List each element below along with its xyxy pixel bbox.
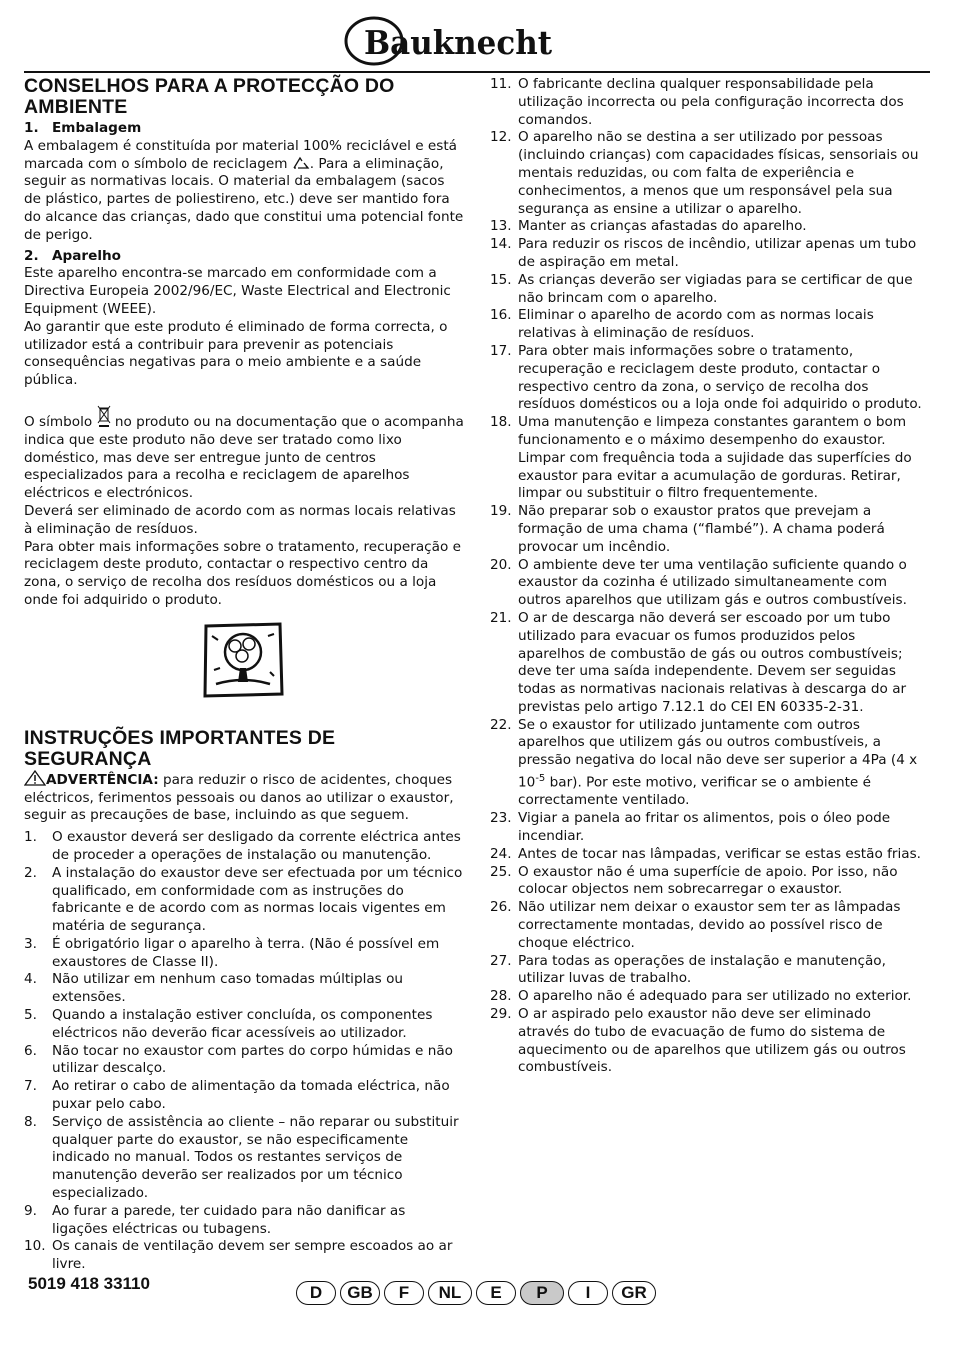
safety-item <box>24 1238 464 1274</box>
crossed-bin-icon <box>97 404 111 428</box>
safety-item-text: O exaustor não é uma superfície de apoio. Por isso, não colocar objectos nem sobrecarregar o exaustor. <box>518 863 898 898</box>
safety-item-number: 8. <box>24 1113 37 1130</box>
safety-item-number: 7. <box>24 1078 37 1095</box>
safety-item <box>24 1007 464 1043</box>
language-badge-p: P <box>520 1281 564 1305</box>
appliance-text-5: Para obter mais informações sobre o tratamento, recuperação e reciclagem deste produto, contactar o respectivo centro da zona, o serviço de recolha dos resíduos domésticos ou a loja onde foi adquirido o produto. <box>24 538 461 608</box>
safety-item-text: Ao retirar o cabo de alimentação da tomada eléctrica, não puxar pelo cabo. <box>52 1078 450 1113</box>
safety-item-text: Não utilizar nem deixar o exaustor sem ter as lâmpadas correctamente montadas, devido ao possível risco de choque eléctrico. <box>518 899 901 951</box>
safety-item-number: 28. <box>490 988 512 1005</box>
safety-item <box>490 1006 926 1077</box>
language-badge-d: D <box>296 1281 336 1305</box>
safety-item <box>490 307 926 343</box>
language-badge-nl: NL <box>428 1281 472 1305</box>
safety-item-text: Quando a instalação estiver concluída, os componentes eléctricos não deverão ficar acessíveis ao utilizador. <box>52 1007 433 1041</box>
safety-item-number: 5. <box>24 1007 37 1024</box>
language-badge-gr: GR <box>612 1281 656 1305</box>
safety-item-text: As crianças deverão ser vigiadas para se certificar de que não brincam com o aparelho. <box>518 271 913 306</box>
bauknecht-logo <box>340 14 560 66</box>
safety-item-number: 13. <box>490 218 512 235</box>
appliance-text-2: Ao garantir que este produto é eliminado de forma correcta, o utilizador está a contribuir para prevenir as potenciais consequências negativas para o meio ambiente e a saúde pública. <box>24 318 448 389</box>
safety-item-text: O exaustor deverá ser desligado da corrente eléctrica antes de proceder a operações de instalação ou manutenção. <box>52 829 461 863</box>
safety-item-text: O ar de descarga não deverá ser escoado por um tubo utilizado para evacuar os fumos produzidos pelos aparelhos de combustão de gás ou outros combustíveis; deve ter uma saída independente. Devem ser seguidas todas as normativas nacionais relativas à descarga do ar previstas pelo artigo 7.12.1 do CEI EN 60335-2-31. <box>518 609 907 715</box>
safety-item-text: Não utilizar em nenhum caso tomadas múltiplas ou extensões. <box>52 971 404 1006</box>
safety-item-number: 3. <box>24 935 37 952</box>
safety-item-text: Serviço de assistência ao cliente – não reparar ou substituir qualquer parte do exaustor, se não especificamente indicado no manual. Todos os restantes serviços de manutenção deverão ser realizados por um técnico especializado. <box>52 1113 459 1202</box>
safety-list-left <box>24 829 464 1274</box>
packaging-heading: 1. Embalagem <box>24 120 142 136</box>
safety-item <box>490 610 926 717</box>
safety-item-number: 23. <box>490 810 512 827</box>
safety-item <box>24 1078 464 1114</box>
safety-item <box>24 971 464 1007</box>
language-badge-e: E <box>476 1281 516 1305</box>
safety-item <box>490 76 926 129</box>
safety-item <box>490 846 926 864</box>
safety-item-text: Os canais de ventilação devem ser sempre escoados ao ar livre. <box>52 1238 453 1273</box>
safety-item-text: A instalação do exaustor deve ser efectuada por um técnico qualificado, em conformidade com as instruções do fabricante e de acordo com as normas locais vigentes em matéria de segurança. <box>52 864 463 935</box>
safety-item-number: 10. <box>24 1238 46 1255</box>
appliance-heading: 2. Aparelho <box>24 247 122 264</box>
safety-list-right <box>490 76 926 1077</box>
safety-item <box>490 343 926 414</box>
warning-triangle-icon <box>24 770 46 786</box>
language-badge-i: I <box>568 1281 608 1305</box>
safety-item <box>490 218 926 236</box>
safety-item-text: Não tocar no exaustor com partes do corpo húmidas e não utilizar descalço. <box>52 1042 453 1077</box>
safety-item-text: Para reduzir os riscos de incêndio, utilizar apenas um tubo de aspiração em metal. <box>518 236 917 270</box>
safety-item-text: Vigiar a panela ao fritar os alimentos, pois o óleo pode incendiar. <box>518 810 891 844</box>
safety-section-title: INSTRUÇÕES IMPORTANTES DE SEGURANÇA <box>24 726 336 770</box>
safety-item-text: Antes de tocar nas lâmpadas, verificar se estas estão frias. <box>518 845 921 862</box>
safety-item-text: Se o exaustor for utilizado juntamente com outros aparelhos que utilizem gás ou outros combustíveis, a pressão negativa do local não deve ser superior a 4Pa (4 x 10 <box>518 716 918 791</box>
safety-item <box>490 236 926 272</box>
safety-item <box>490 953 926 989</box>
packaging-text: A embalagem é constituída por material 100% reciclável e está marcada com o símbolo de reciclagem . Para a eliminação, seguir as normativas locais. O material da embalagem (sacos de plástico, partes de poliestireno, etc.) deve ser mantido fora do alcance das crianças, dado que constitui uma potencial fonte de perigo. <box>24 137 464 243</box>
product-code: 5019 418 33110 <box>28 1274 150 1293</box>
logo-text: Bauknecht <box>364 23 553 62</box>
exponent: -5 <box>535 773 546 785</box>
safety-item-number: 2. <box>24 864 37 881</box>
language-selector <box>296 1281 656 1307</box>
safety-item <box>24 1114 464 1203</box>
env-section-title: CONSELHOS PARA A PROTECÇÃO DO AMBIENTE <box>24 75 395 118</box>
appliance-text-3: O símbolo no produto ou na documentação que o acompanha indica que este produto não deve ser tratado como lixo doméstico, mas deve ser entregue junto de centros especializados para a recolha e reciclagem de aparelhos eléctricos e electrónicos. <box>24 404 464 503</box>
safety-item-number: 9. <box>24 1202 37 1219</box>
safety-item <box>490 864 926 900</box>
safety-item <box>490 129 926 218</box>
safety-item <box>490 988 926 1006</box>
safety-item-number: 6. <box>24 1042 37 1059</box>
environment-tree-icon <box>202 622 284 698</box>
safety-item-number: 14. <box>490 236 512 253</box>
header-rule <box>24 71 930 73</box>
safety-item-number: 12. <box>490 129 512 146</box>
safety-item-text: bar). Por este motivo, verificar se o ambiente é correctamente ventilado. <box>518 774 871 809</box>
safety-item-text: Manter as crianças afastadas do aparelho. <box>518 218 807 235</box>
safety-item-number: 18. <box>490 414 512 431</box>
safety-item <box>24 829 464 865</box>
safety-item-text: O ar aspirado pelo exaustor não deve ser eliminado através do tubo de evacuação de fumo do sistema de aquecimento ou de aparelhos que utilizem gás ou outros combustíveis. <box>518 1005 906 1076</box>
safety-item <box>490 899 926 952</box>
safety-item-text: Eliminar o aparelho de acordo com as normas locais relativas à eliminação de resíduos. <box>518 307 874 342</box>
safety-item <box>24 1043 464 1079</box>
safety-item <box>490 557 926 610</box>
right-column <box>490 76 926 1077</box>
safety-item-number: 25. <box>490 863 512 880</box>
appliance-text-4: Deverá ser eliminado de acordo com as normas locais relativas à eliminação de resíduos. <box>24 502 456 537</box>
language-badge-f: F <box>384 1281 424 1305</box>
safety-item-number: 20. <box>490 556 512 573</box>
safety-item-text: Ao furar a parede, ter cuidado para não danificar as ligações eléctricas ou tubagens. <box>52 1202 406 1237</box>
safety-item-number: 16. <box>490 307 512 324</box>
safety-item-number: 24. <box>490 845 512 862</box>
safety-item-text: Não preparar sob o exaustor pratos que prevejam a formação de uma chama (“flambé”). A chama poderá provocar um incêndio. <box>518 503 885 555</box>
safety-item-text: É obrigatório ligar o aparelho à terra. (Não é possível em exaustores de Classe II). <box>52 935 440 970</box>
language-badge-gb: GB <box>340 1281 380 1305</box>
safety-item <box>490 503 926 556</box>
safety-item <box>490 414 926 503</box>
safety-item-number: 15. <box>490 271 512 288</box>
safety-item-number: 27. <box>490 952 512 969</box>
safety-item-number: 29. <box>490 1005 512 1022</box>
appliance-text-1: Este aparelho encontra-se marcado em conformidade com a Directiva Europeia 2002/96/EC, Waste Electrical and Electronic Equipment (WEEE). <box>24 265 451 317</box>
safety-item-text: O aparelho não é adequado para ser utilizado no exterior. <box>518 988 912 1005</box>
safety-item-number: 1. <box>24 829 37 846</box>
safety-item <box>24 865 464 936</box>
warning-text: ADVERTÊNCIA: para reduzir o risco de acidentes, choques eléctricos, ferimentos pessoais ou danos ao utilizar o exaustor, seguir as precauções de base, incluindo as que seguem. <box>24 771 454 824</box>
safety-item <box>24 936 464 972</box>
safety-item-number: 26. <box>490 899 512 916</box>
safety-item-text: Para todas as operações de instalação e manutenção, utilizar luvas de trabalho. <box>518 952 886 987</box>
safety-item-number: 11. <box>490 76 512 92</box>
safety-item-number: 17. <box>490 342 512 359</box>
safety-item-text: O ambiente deve ter uma ventilação suficiente quando o exaustor da cozinha é utilizado simultaneamente com outros aparelhos que utilizam gás e outros combustíveis. <box>518 556 907 609</box>
safety-item-number: 4. <box>24 971 37 988</box>
safety-item <box>24 1203 464 1239</box>
safety-item-text: Para obter mais informações sobre o tratamento, recuperação e reciclagem deste produto, contactar o respectivo centro da zona, o serviço de recolha dos resíduos domésticos ou a loja onde foi adquirido o produto. <box>518 342 922 413</box>
left-column <box>24 76 464 1274</box>
safety-item-number: 21. <box>490 609 512 626</box>
safety-item <box>490 272 926 308</box>
safety-item <box>490 717 926 811</box>
safety-item-text: O aparelho não se destina a ser utilizado por pessoas (incluindo crianças) com capacidades físicas, sensoriais ou mentais reduzidas, ou com falta de experiência e conhecimentos, a menos que um responsável pela sua segurança as ensine a utilizar o aparelho. <box>518 129 919 217</box>
safety-item-text: Uma manutenção e limpeza constantes garantem o bom funcionamento e o máximo desempenho do exaustor. Limpar com frequência toda a sujidade das superfícies do exaustor para evitar a acumulação de gorduras. Retirar, limpar ou substituir o filtro frequentemente. <box>518 414 912 502</box>
safety-item-text: O fabricante declina qualquer responsabilidade pela utilização incorrecta ou pela configuração incorrecta dos comandos. <box>518 76 904 128</box>
recycling-icon <box>292 156 310 170</box>
safety-item-number: 22. <box>490 716 512 733</box>
safety-item-number: 19. <box>490 503 512 520</box>
safety-item <box>490 810 926 846</box>
